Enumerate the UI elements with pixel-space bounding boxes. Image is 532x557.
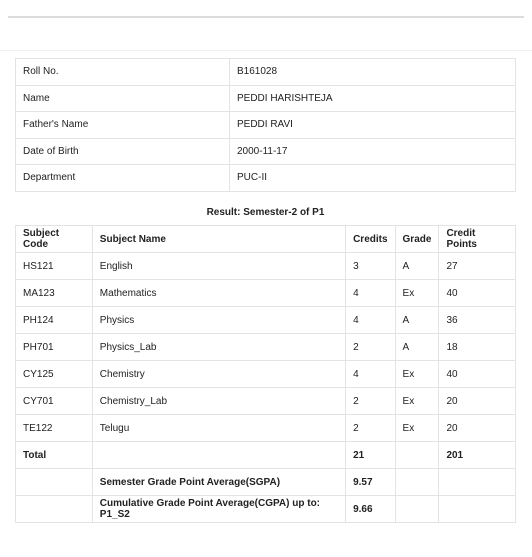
empty-cell — [395, 442, 439, 469]
table-row — [16, 388, 516, 415]
info-value: PEDDI RAVI — [230, 112, 516, 139]
info-value: B161028 — [230, 59, 516, 86]
subject-points: 27 — [439, 253, 516, 280]
info-label: Name — [16, 85, 230, 112]
header-credits: Credits — [346, 226, 395, 253]
info-row-name — [16, 85, 516, 112]
empty-cell — [16, 469, 93, 496]
empty-cell — [439, 496, 516, 523]
subject-name: Physics_Lab — [92, 334, 345, 361]
result-header-row — [16, 226, 516, 253]
header-grade: Grade — [395, 226, 439, 253]
subject-credits: 4 — [346, 280, 395, 307]
info-label: Department — [16, 165, 230, 192]
cgpa-row — [16, 496, 516, 523]
result-title: Result: Semester-2 of P1 — [206, 207, 325, 218]
table-row — [16, 361, 516, 388]
total-label: Total — [16, 442, 93, 469]
subject-grade: A — [395, 334, 439, 361]
subject-code: PH124 — [16, 307, 93, 334]
subject-code: TE122 — [16, 415, 93, 442]
subject-points: 20 — [439, 388, 516, 415]
sgpa-row — [16, 469, 516, 496]
info-row-department — [16, 165, 516, 192]
subject-code: HS121 — [16, 253, 93, 280]
table-row — [16, 334, 516, 361]
empty-cell — [439, 469, 516, 496]
empty-cell — [16, 496, 93, 523]
info-value: PUC-II — [230, 165, 516, 192]
subject-points: 40 — [439, 361, 516, 388]
empty-cell — [395, 469, 439, 496]
subject-name: Telugu — [92, 415, 345, 442]
subject-points: 40 — [439, 280, 516, 307]
header-subject-name: Subject Name — [92, 226, 345, 253]
sgpa-label: Semester Grade Point Average(SGPA) — [92, 469, 345, 496]
subject-code: CY701 — [16, 388, 93, 415]
subject-name: Mathematics — [92, 280, 345, 307]
top-divider — [8, 16, 524, 18]
info-value: 2000-11-17 — [230, 138, 516, 165]
info-label: Father's Name — [16, 112, 230, 139]
info-value: PEDDI HARISHTEJA — [230, 85, 516, 112]
subject-grade: A — [395, 307, 439, 334]
subject-grade: A — [395, 253, 439, 280]
total-row — [16, 442, 516, 469]
subject-points: 18 — [439, 334, 516, 361]
table-row — [16, 307, 516, 334]
subject-code: CY125 — [16, 361, 93, 388]
header-credit-points: Credit Points — [439, 226, 516, 253]
subject-grade: Ex — [395, 415, 439, 442]
section-divider — [0, 50, 532, 51]
table-row — [16, 253, 516, 280]
info-row-dob — [16, 138, 516, 165]
subject-name: English — [92, 253, 345, 280]
subject-credits: 2 — [346, 415, 395, 442]
subject-name: Chemistry — [92, 361, 345, 388]
table-row — [16, 415, 516, 442]
subject-grade: Ex — [395, 280, 439, 307]
table-row — [16, 280, 516, 307]
total-credits: 21 — [346, 442, 395, 469]
info-label: Date of Birth — [16, 138, 230, 165]
cgpa-label: Cumulative Grade Point Average(CGPA) up to: P1_S2 — [92, 496, 345, 523]
subject-grade: Ex — [395, 361, 439, 388]
empty-cell — [92, 442, 345, 469]
cgpa-value: 9.66 — [346, 496, 395, 523]
total-points: 201 — [439, 442, 516, 469]
subject-credits: 2 — [346, 334, 395, 361]
info-row-father-name — [16, 112, 516, 139]
subject-credits: 3 — [346, 253, 395, 280]
subject-credits: 4 — [346, 307, 395, 334]
info-label: Roll No. — [16, 59, 230, 86]
subject-credits: 4 — [346, 361, 395, 388]
sgpa-value: 9.57 — [346, 469, 395, 496]
subject-name: Physics — [92, 307, 345, 334]
result-table — [15, 225, 516, 523]
subject-points: 36 — [439, 307, 516, 334]
subject-grade: Ex — [395, 388, 439, 415]
info-row-roll-no — [16, 59, 516, 86]
header-subject-code: Subject Code — [16, 226, 93, 253]
subject-credits: 2 — [346, 388, 395, 415]
subject-name: Chemistry_Lab — [92, 388, 345, 415]
subject-points: 20 — [439, 415, 516, 442]
empty-cell — [395, 496, 439, 523]
subject-code: MA123 — [16, 280, 93, 307]
subject-code: PH701 — [16, 334, 93, 361]
student-info-table — [15, 58, 516, 192]
